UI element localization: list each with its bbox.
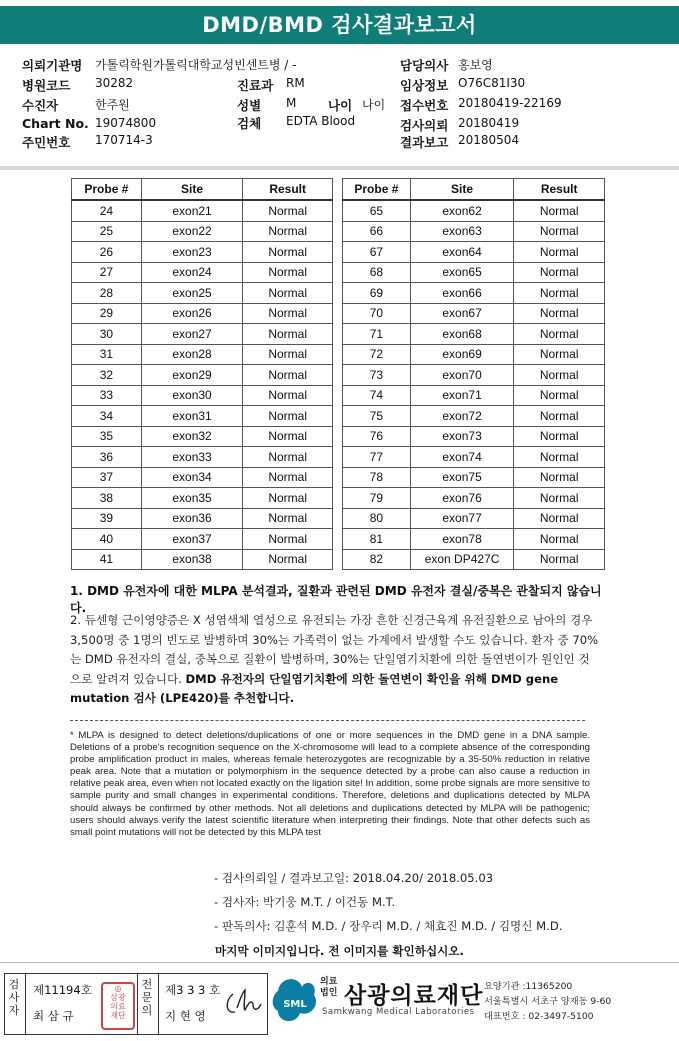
cell-probe: 39 [72, 508, 142, 529]
cell-result: Normal [514, 529, 605, 550]
cell-site: exon76 [410, 488, 514, 509]
header-probe: Probe # [343, 179, 411, 201]
org-english-name: Samkwang Medical Laboratories [322, 1007, 475, 1017]
cell-site: exon70 [410, 365, 514, 386]
table-row [72, 303, 333, 324]
sex-label: 성별 [237, 98, 262, 113]
cell-site: exon63 [410, 221, 514, 242]
cell-site: exon64 [410, 242, 514, 263]
specimen-value: EDTA Blood [286, 114, 356, 128]
header-probe: Probe # [72, 179, 142, 201]
cell-result: Normal [514, 467, 605, 488]
cell-site: exon33 [141, 447, 243, 468]
request-report-dates: - 검사의뢰일 / 결과보고일: 2018.04.20/ 2018.05.03 [214, 871, 494, 885]
cell-site: exon26 [141, 303, 243, 324]
cell-result: Normal [514, 549, 605, 570]
cell-site: exon22 [141, 221, 243, 242]
specialist-vertical-label: 전문의 [141, 978, 153, 1017]
cell-site: exon29 [141, 365, 243, 386]
cell-probe: 78 [343, 467, 411, 488]
table-row [343, 549, 605, 570]
probe-table-left [71, 178, 333, 570]
table-row [72, 488, 333, 509]
table-row [72, 221, 333, 242]
table-row [343, 221, 605, 242]
cell-result: Normal [243, 508, 333, 529]
recipient-value: 한주원 [95, 98, 130, 112]
cell-probe: 24 [72, 200, 142, 221]
table-row [72, 324, 333, 345]
cell-result: Normal [514, 283, 605, 304]
table-header-row [343, 179, 605, 201]
cell-site: exon74 [410, 447, 514, 468]
cell-site: exon30 [141, 385, 243, 406]
signature-image [223, 986, 263, 1022]
receipt-value: 20180419-22169 [458, 96, 562, 110]
cell-probe: 72 [343, 344, 411, 365]
cell-site: exon DP427C [410, 549, 514, 570]
cell-result: Normal [514, 426, 605, 447]
cell-probe: 65 [343, 200, 411, 221]
table-row [72, 426, 333, 447]
dashed-divider [70, 720, 585, 721]
cell-probe: 70 [343, 303, 411, 324]
cell-result: Normal [514, 262, 605, 283]
cell-probe: 35 [72, 426, 142, 447]
cell-site: exon32 [141, 426, 243, 447]
address: 서울특별시 서초구 양재동 9-60 [484, 996, 612, 1007]
id-label: 주민번호 [22, 135, 71, 150]
cell-result: Normal [243, 529, 333, 550]
cell-probe: 69 [343, 283, 411, 304]
cell-probe: 71 [343, 324, 411, 345]
inspector-name: 최 삼 규 [33, 1009, 74, 1023]
cell-probe: 31 [72, 344, 142, 365]
cell-site: exon35 [141, 488, 243, 509]
header-site: Site [410, 179, 514, 201]
cell-result: Normal [514, 385, 605, 406]
cell-result: Normal [243, 221, 333, 242]
table-row [343, 406, 605, 427]
box-divider [25, 974, 26, 1034]
table-row [343, 385, 605, 406]
cell-result: Normal [243, 549, 333, 570]
cell-result: Normal [243, 488, 333, 509]
table-row [343, 324, 605, 345]
table-row [72, 242, 333, 263]
table-row [72, 467, 333, 488]
signature-box [4, 973, 268, 1035]
table-row [343, 426, 605, 447]
table-row [72, 508, 333, 529]
cell-site: exon27 [141, 324, 243, 345]
cell-result: Normal [514, 365, 605, 386]
org-name: 삼광의료재단 [344, 983, 484, 1009]
cell-probe: 32 [72, 365, 142, 386]
cell-site: exon38 [141, 549, 243, 570]
specialist-license: 제3 3 3 호 [165, 983, 221, 997]
inspector-vertical-label: 검사자 [8, 978, 20, 1017]
cell-probe: 75 [343, 406, 411, 427]
cell-probe: 25 [72, 221, 142, 242]
table-row [343, 262, 605, 283]
table-row [72, 385, 333, 406]
cell-probe: 81 [343, 529, 411, 550]
cell-probe: 41 [72, 549, 142, 570]
cell-result: Normal [243, 467, 333, 488]
cell-result: Normal [243, 324, 333, 345]
recipient-label: 수진자 [22, 98, 59, 113]
cell-result: Normal [243, 406, 333, 427]
cell-result: Normal [243, 365, 333, 386]
table-row [343, 508, 605, 529]
cell-site: exon73 [410, 426, 514, 447]
cell-site: exon65 [410, 262, 514, 283]
table-row [72, 529, 333, 550]
report-value: 20180504 [458, 133, 520, 147]
cell-probe: 26 [72, 242, 142, 263]
doctor-label: 담당의사 [400, 58, 449, 73]
table-row [72, 262, 333, 283]
recommendation-text: DMD 유전자의 단일염기치환에 의한 돌연변이 확인을 위해 DMD gene mutation 검사 (LPE420)를 추천합니다. [70, 671, 559, 705]
request-value: 20180419 [458, 116, 520, 130]
cell-result: Normal [243, 200, 333, 221]
table-row [72, 365, 333, 386]
logo-text: SML [283, 999, 307, 1010]
cell-probe: 80 [343, 508, 411, 529]
cell-result: Normal [514, 447, 605, 468]
technicians: - 검사자: 박기웅 M.T. / 이건동 M.T. [214, 895, 396, 909]
footer [0, 962, 679, 1041]
cell-site: exon78 [410, 529, 514, 550]
cell-result: Normal [243, 385, 333, 406]
cell-site: exon77 [410, 508, 514, 529]
cell-site: exon25 [141, 283, 243, 304]
cell-result: Normal [243, 447, 333, 468]
cell-site: exon23 [141, 242, 243, 263]
table-header-row [72, 179, 333, 201]
hospital-code-label: 병원코드 [22, 78, 71, 93]
cell-probe: 33 [72, 385, 142, 406]
cell-site: exon37 [141, 529, 243, 550]
cell-site: exon34 [141, 467, 243, 488]
cell-probe: 30 [72, 324, 142, 345]
inspector-license: 제11194호 [33, 983, 92, 997]
department-value: RM [286, 76, 305, 90]
cell-probe: 79 [343, 488, 411, 509]
org-type [320, 977, 338, 999]
chart-label: Chart No. [22, 116, 89, 131]
table-row [343, 303, 605, 324]
cell-site: exon66 [410, 283, 514, 304]
cell-site: exon75 [410, 467, 514, 488]
table-row [72, 283, 333, 304]
cell-result: Normal [514, 344, 605, 365]
cell-site: exon67 [410, 303, 514, 324]
header-site: Site [141, 179, 243, 201]
cell-result: Normal [514, 406, 605, 427]
cell-site: exon28 [141, 344, 243, 365]
interpretation-text: 2. 듀센형 근이영양증은 X 성염색체 열성으로 유전되는 가장 흔한 신경근육계 유전질환으로 남아의 경우 3,500명 중 1명의 빈도로 발병하며 30%는 가족력이 없는 가계에서 발생할 수도 있습니다. 환자 중 70%는 DMD 유전자의 결실, 중복으로 질환이 발병하며, 30%는 단일염기치환에 의한 돌연변이가 원인인 것으로 알려져 있습니다. [70, 613, 599, 686]
probe-table-right [342, 178, 605, 570]
patient-info [0, 50, 679, 166]
department-label: 진료과 [237, 78, 274, 93]
cell-result: Normal [243, 426, 333, 447]
cell-result: Normal [514, 242, 605, 263]
header-result: Result [243, 179, 333, 201]
cell-probe: 27 [72, 262, 142, 283]
cell-result: Normal [243, 242, 333, 263]
table-row [72, 447, 333, 468]
contact-info [484, 979, 611, 1024]
table-row [343, 344, 605, 365]
mlpa-disclaimer: * MLPA is designed to detect deletions/duplications of one or more sequences in the DMD gene in a DNA sample. Deletions of a probe's recognition sequence on the X-chromosome will lead to a complete absence of the corresponding probe amplification product in males, whereas female heterozygotes are recognizable by a 35-50% reduction in relative peak area. Note that a mutation or polymorphism in the sequence detected by a probe can also cause a reduction in relative peak area, even when not located exactly on the ligation site! In addition, some probe signals are more sensitive to sample purity and small changes in experimental conditions. Therefore, deletions and duplications detected by MLPA should always be confirmed by other methods. Not all deletions and duplications detected by MLPA will be pathogenic; users should always verify the latest scientific literature when interpreting their findings. Note that other defects such as small point mutations will not be detected by this MLPA test [70, 730, 590, 838]
cell-probe: 37 [72, 467, 142, 488]
cell-probe: 77 [343, 447, 411, 468]
table-row [343, 529, 605, 550]
cell-probe: 76 [343, 426, 411, 447]
interpretation-note [70, 611, 600, 709]
institution-value: 가톨릭학원가톨릭대학교성빈센트병 / - [95, 58, 297, 72]
table-row [343, 467, 605, 488]
cell-result: Normal [243, 283, 333, 304]
cell-result: Normal [243, 344, 333, 365]
cell-result: Normal [243, 262, 333, 283]
cell-site: exon36 [141, 508, 243, 529]
cell-probe: 66 [343, 221, 411, 242]
cell-probe: 74 [343, 385, 411, 406]
org-type-text: 의료법인 [320, 977, 338, 998]
report-label: 결과보고 [400, 135, 449, 150]
cell-site: exon72 [410, 406, 514, 427]
cell-site: exon71 [410, 385, 514, 406]
cell-probe: 73 [343, 365, 411, 386]
chart-value: 19074800 [95, 116, 157, 130]
table-row [72, 200, 333, 221]
sex-value: M [286, 96, 297, 110]
signoff-block [214, 866, 562, 938]
table-row [343, 242, 605, 263]
table-row [72, 344, 333, 365]
table-row [343, 488, 605, 509]
section-divider [0, 166, 679, 170]
cell-probe: 29 [72, 303, 142, 324]
clinical-value: O76C81I30 [458, 76, 526, 90]
clinical-label: 임상정보 [400, 78, 449, 93]
cell-site: exon68 [410, 324, 514, 345]
age-value: 나이 [362, 98, 386, 112]
phone: 대표번호 : 02-3497-5100 [484, 1011, 594, 1022]
cell-probe: 36 [72, 447, 142, 468]
cell-result: Normal [514, 488, 605, 509]
cell-result: Normal [514, 303, 605, 324]
cell-site: exon24 [141, 262, 243, 283]
id-value: 170714-3 [95, 133, 153, 147]
hospital-code-value: 30282 [95, 76, 134, 90]
cell-result: Normal [514, 221, 605, 242]
receipt-label: 접수번호 [400, 98, 449, 113]
cell-probe: 34 [72, 406, 142, 427]
cell-site: exon31 [141, 406, 243, 427]
cell-probe: 28 [72, 283, 142, 304]
cell-probe: 67 [343, 242, 411, 263]
table-row [343, 283, 605, 304]
table-row [343, 447, 605, 468]
sml-logo-icon [270, 973, 320, 1029]
cell-probe: 68 [343, 262, 411, 283]
box-divider [158, 974, 159, 1034]
table-row [72, 406, 333, 427]
institution-label: 의뢰기관명 [22, 58, 83, 73]
cell-site: exon62 [410, 200, 514, 221]
seal-stamp [101, 982, 135, 1030]
table-row [343, 365, 605, 386]
header-result: Result [514, 179, 605, 201]
cell-result: Normal [514, 508, 605, 529]
reading-physicians: - 판독의사: 김훈석 M.D. / 장우리 M.D. / 채효진 M.D. / 김명신 M.D. [214, 919, 563, 933]
summary-note: 1. DMD 유전자에 대한 MLPA 분석결과, 질환과 관련된 DMD 유전자 결실/중복은 관찰되지 않습니다. [70, 584, 602, 615]
report-title: DMD/BMD 검사결과보고서 [0, 6, 679, 44]
institution-code: 요양기관 :11365200 [484, 981, 573, 992]
last-page-notice: 마지막 이미지입니다. 전 이미지를 확인하십시오. [215, 944, 464, 958]
request-label: 검사의뢰 [400, 118, 449, 133]
age-label: 나이 [328, 98, 353, 113]
specialist-name: 지 현 영 [165, 1009, 206, 1023]
cell-probe: 38 [72, 488, 142, 509]
cell-result: Normal [514, 200, 605, 221]
cell-site: exon21 [141, 200, 243, 221]
cell-site: exon69 [410, 344, 514, 365]
table-row [343, 200, 605, 221]
doctor-value: 홍보영 [458, 58, 493, 72]
seal-text: ◎ 삼광 의료 재단 [110, 984, 126, 1020]
cell-probe: 82 [343, 549, 411, 570]
cell-probe: 40 [72, 529, 142, 550]
table-row [72, 549, 333, 570]
specimen-label: 검체 [237, 116, 262, 131]
cell-result: Normal [514, 324, 605, 345]
cell-result: Normal [243, 303, 333, 324]
